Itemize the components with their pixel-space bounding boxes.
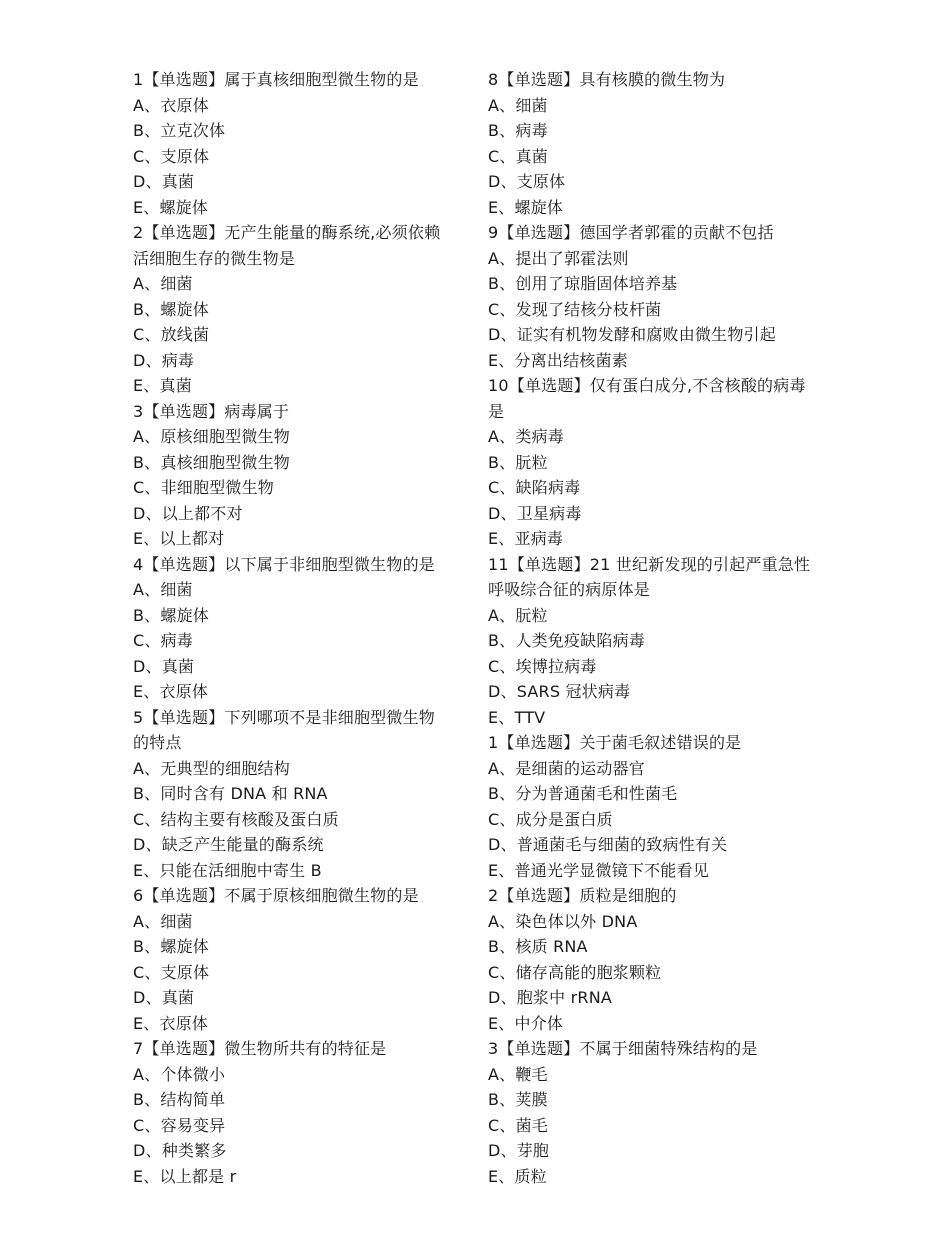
option-line: E、普通光学显微镜下不能看见	[488, 860, 709, 880]
option-line: B、荚膜	[488, 1090, 548, 1109]
option-line: C、成分是蛋白质	[488, 809, 613, 829]
option-line: E、衣原体	[133, 1013, 209, 1033]
option-line: B、螺旋体	[133, 605, 209, 625]
question-line: 2【单选题】无产生能量的酶系统,必须依赖	[133, 223, 441, 242]
option-line: D、支原体	[488, 172, 566, 191]
option-line: D、病毒	[133, 350, 195, 370]
option-line: B、人类免疫缺陷病毒	[488, 631, 645, 650]
question-line: 3【单选题】病毒属于	[133, 401, 290, 421]
option-line: D、真菌	[133, 988, 195, 1007]
option-line: B、同时含有 DNA 和 RNA	[133, 784, 328, 803]
option-line: D、SARS 冠状病毒	[488, 682, 631, 701]
question-line: 10【单选题】仅有蛋白成分,不含核酸的病毒	[488, 376, 806, 395]
option-line: E、质粒	[488, 1166, 547, 1186]
option-line: C、病毒	[133, 631, 193, 650]
option-line: C、缺陷病毒	[488, 478, 581, 497]
option-line: A、衣原体	[133, 95, 209, 115]
question-continuation: 活细胞生存的微生物是	[133, 248, 296, 268]
option-line: B、核质 RNA	[488, 937, 588, 956]
option-line: D、种类繁多	[133, 1141, 227, 1160]
option-line: A、细菌	[133, 274, 193, 293]
question-line: 3【单选题】不属于细菌特殊结构的是	[488, 1039, 758, 1058]
option-line: E、以上都对	[133, 529, 225, 548]
question-line: 11【单选题】21 世纪新发现的引起严重急性	[488, 554, 811, 574]
question-line: 1【单选题】关于菌毛叙述错误的是	[488, 733, 742, 752]
option-line: A、细菌	[133, 580, 193, 599]
option-line: B、分为普通菌毛和性菌毛	[488, 784, 678, 803]
question-line: 8【单选题】具有核膜的微生物为	[488, 70, 726, 89]
option-line: E、真菌	[133, 376, 192, 395]
option-line: A、提出了郭霍法则	[488, 248, 629, 268]
option-line: C、结构主要有核酸及蛋白质	[133, 809, 339, 829]
option-line: E、TTV	[488, 707, 546, 727]
option-line: B、真核细胞型微生物	[133, 452, 290, 472]
option-line: B、立克次体	[133, 121, 226, 140]
option-line: C、真菌	[488, 146, 548, 166]
option-line: E、螺旋体	[488, 197, 564, 217]
option-line: E、以上都是 r	[133, 1166, 237, 1186]
option-line: C、储存高能的胞浆颗粒	[488, 962, 662, 982]
option-line: D、胞浆中 rRNA	[488, 988, 613, 1007]
option-line: D、普通菌毛与细菌的致病性有关	[488, 835, 728, 854]
option-line: E、衣原体	[133, 682, 209, 701]
option-line: D、证实有机物发酵和腐败由微生物引起	[488, 325, 776, 344]
option-line: D、真菌	[133, 172, 195, 191]
option-line: B、螺旋体	[133, 299, 209, 319]
option-line: A、是细菌的运动器官	[488, 758, 645, 778]
option-line: C、发现了结核分枝杆菌	[488, 299, 662, 319]
question-continuation: 是	[488, 401, 505, 421]
question-line: 9【单选题】德国学者郭霍的贡献不包括	[488, 223, 774, 242]
option-line: A、朊粒	[488, 605, 548, 625]
option-line: A、细菌	[133, 911, 193, 931]
question-line: 1【单选题】属于真核细胞型微生物的是	[133, 70, 419, 89]
option-line: B、结构简单	[133, 1090, 226, 1109]
option-line: A、染色体以外 DNA	[488, 911, 638, 931]
option-line: A、鞭毛	[488, 1064, 548, 1084]
option-line: B、病毒	[488, 121, 548, 140]
question-line: 6【单选题】不属于原核细胞微生物的是	[133, 886, 419, 905]
option-line: D、缺乏产生能量的酶系统	[133, 835, 324, 854]
option-line: B、创用了琼脂固体培养基	[488, 274, 678, 293]
option-line: C、容易变异	[133, 1115, 226, 1135]
question-line: 4【单选题】以下属于非细胞型微生物的是	[133, 554, 435, 574]
question-line: 5【单选题】下列哪项不是非细胞型微生物	[133, 707, 435, 727]
option-line: A、细菌	[488, 95, 548, 115]
option-line: E、中介体	[488, 1013, 564, 1033]
option-line: D、真菌	[133, 656, 195, 676]
option-line: C、支原体	[133, 146, 210, 166]
question-continuation: 的特点	[133, 733, 182, 752]
option-line: A、原核细胞型微生物	[133, 427, 290, 446]
question-line: 2【单选题】质粒是细胞的	[488, 886, 677, 905]
left-column	[133, 67, 473, 1189]
option-line: E、亚病毒	[488, 529, 564, 548]
option-line: C、支原体	[133, 962, 210, 982]
option-line: D、以上都不对	[133, 503, 243, 523]
option-line: E、分离出结核菌素	[488, 350, 628, 370]
option-line: B、朊粒	[488, 452, 548, 472]
option-line: B、螺旋体	[133, 937, 209, 956]
option-line: D、卫星病毒	[488, 503, 582, 523]
option-line: C、埃博拉病毒	[488, 656, 597, 676]
option-line: D、芽胞	[488, 1141, 550, 1160]
option-line: A、类病毒	[488, 427, 564, 446]
option-line: A、个体微小	[133, 1064, 226, 1084]
option-line: C、非细胞型微生物	[133, 478, 274, 497]
option-line: A、无典型的细胞结构	[133, 758, 290, 778]
option-line: E、螺旋体	[133, 197, 209, 217]
right-column	[488, 67, 828, 1189]
option-line: E、只能在活细胞中寄生 B	[133, 860, 322, 880]
question-continuation: 呼吸综合征的病原体是	[488, 580, 651, 599]
option-line: C、放线菌	[133, 325, 210, 344]
question-line: 7【单选题】微生物所共有的特征是	[133, 1039, 387, 1058]
option-line: C、菌毛	[488, 1115, 548, 1135]
